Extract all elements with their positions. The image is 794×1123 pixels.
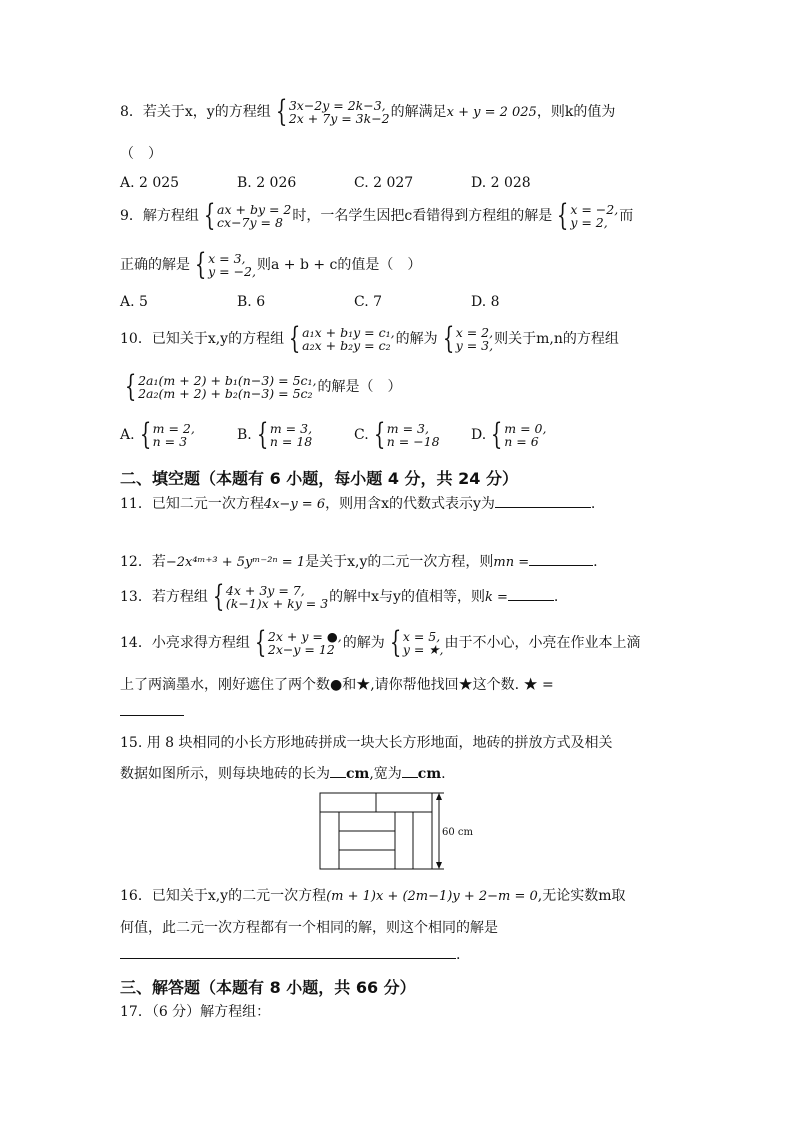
q8-lead: 8．若关于x，y的方程组 <box>120 104 271 120</box>
q15-end: . <box>441 766 446 782</box>
q11-tail: ，则用含x的代数式表示y为 <box>325 496 495 512</box>
q15-length-blank[interactable] <box>330 763 346 778</box>
q12-tail: 是关于x,y的二元一次方程，则 <box>305 554 494 570</box>
q8-tail: ，则k的值为 <box>536 104 616 120</box>
q9-right-solution: { x = 3, y = −2, <box>194 247 256 282</box>
q10-eq1: a₁x + b₁y = c₁, <box>302 325 395 340</box>
q14-answer-blank[interactable] <box>120 701 184 716</box>
q14-sol2: y = ★, <box>402 642 444 657</box>
q13-ask: k = <box>484 590 508 605</box>
q9-eq2: cx−7y = 8 <box>217 215 283 230</box>
question-17: 17．（6 分）解方程组： <box>120 1004 271 1020</box>
q11-answer-blank[interactable] <box>495 493 591 508</box>
q8-option-a: A. 2 025 <box>120 175 180 191</box>
q8-eq1: 3x−2y = 2k−3, <box>288 98 386 113</box>
q9-option-c: C. 7 <box>354 294 383 310</box>
q16-answer-blank[interactable] <box>120 944 456 959</box>
q9-right2: y = −2, <box>208 264 256 279</box>
q14-tail: 由于不小心，小亮在作业本上滴 <box>444 635 641 651</box>
q10-sol2: y = 3, <box>455 338 494 353</box>
q9-tail: 而 <box>619 208 634 224</box>
q9-wrong2: y = 2, <box>570 215 608 230</box>
question-10-line-1 <box>120 321 619 356</box>
q12-lead: 12．若 <box>120 554 166 570</box>
q10-mid: 的解为 <box>395 331 438 347</box>
question-16-line-1 <box>120 885 626 905</box>
question-10-line-2 <box>120 369 402 404</box>
question-9-line-2 <box>120 247 422 282</box>
q14-lead: 14．小亮求得方程组 <box>120 635 250 651</box>
q9-wrong1: x = −2, <box>570 202 619 217</box>
question-12 <box>120 551 598 571</box>
q9-option-a: A. 5 <box>120 294 148 310</box>
q10-sys2-eq1: 2a₁(m + 2) + b₁(n−3) = 5c₁, <box>138 373 317 388</box>
section-3-heading: 三、解答题（本题有 8 小题，共 66 分） <box>120 978 416 997</box>
dimension-arrow-up-icon <box>436 793 442 800</box>
q15-width-blank[interactable] <box>402 763 418 778</box>
q16-lead: 16．已知关于x,y的二元一次方程 <box>120 888 327 904</box>
q10-option-a: A. { m = 2, n = 3 <box>120 417 195 452</box>
q12-eq: −2x⁴ᵐ⁺³ + 5yᵐ⁻²ⁿ = 1 <box>165 555 306 570</box>
q15-line2-b: ,宽为 <box>369 766 402 782</box>
q14-system: { 2x + y = ●, 2x−y = 12 <box>254 625 342 660</box>
q16-tail: ,无论实数m取 <box>537 888 626 904</box>
q15-unit2: cm <box>417 766 442 782</box>
q10-option-c: C. { m = 3, n = −18 <box>354 417 440 452</box>
q10-option-b: B. { m = 3, n = 18 <box>237 417 313 452</box>
q16-answer-line <box>120 944 460 963</box>
q13-tail: 的解中x与y的值相等，则 <box>329 589 485 605</box>
q8-option-b: B. 2 026 <box>237 175 297 191</box>
q13-answer-blank[interactable] <box>508 586 554 601</box>
q9-eq1: ax + by = 2 <box>217 202 292 217</box>
q14-sol1: x = 5, <box>402 629 441 644</box>
q9-wrong-solution: { x = −2, y = 2, <box>557 198 619 233</box>
q13-end: . <box>553 589 559 605</box>
question-13 <box>120 579 559 614</box>
q11-eq: 4x−y = 6 <box>263 497 326 512</box>
section-2-heading: 二、填空题（本题有 6 小题，每小题 4 分，共 24 分） <box>120 469 518 488</box>
q14-answer-line <box>120 701 184 720</box>
q9-line2-lead: 正确的解是 <box>120 257 190 273</box>
q14-line-2: 上了两滴墨水，刚好遮住了两个数●和★,请你帮他找回★这个数. ★ = <box>120 677 554 693</box>
question-15-line-2 <box>120 763 446 783</box>
q10-solution: { x = 2, y = 3, <box>442 321 494 356</box>
q14-eq2: 2x−y = 12 <box>267 642 335 657</box>
q9-lead: 9．解方程组 <box>120 208 199 224</box>
tile-floor-diagram <box>318 790 478 872</box>
q15-line2-a: 数据如图所示，则每块地砖的长为 <box>120 766 330 782</box>
q10-lead: 10．已知关于x,y的方程组 <box>120 331 285 347</box>
q12-ask: mn = <box>493 555 530 570</box>
q8-paren: （ ） <box>120 146 162 162</box>
q14-mid: 的解为 <box>342 635 385 651</box>
q9-right1: x = 3, <box>208 251 246 266</box>
q10-sys2-eq2: 2a₂(m + 2) + b₂(n−3) = 5c₂ <box>138 386 313 401</box>
q8-system: { 3x−2y = 2k−3, 2x + 7y = 3k−2 <box>275 94 390 129</box>
q14-solution: { x = 5, y = ★, <box>389 625 444 660</box>
q12-answer-blank[interactable] <box>529 551 593 566</box>
q10-system-2: { 2a₁(m + 2) + b₁(n−3) = 5c₁, 2a₂(m + 2) + b₂(n−3) = 5c₂ <box>124 369 317 404</box>
question-8-line-1 <box>120 94 616 129</box>
q8-option-d: D. 2 028 <box>471 175 531 191</box>
q13-eq1: 4x + 3y = 7, <box>225 583 305 598</box>
q15-unit1: cm <box>346 766 370 782</box>
q10-sys2-tail: 的解是（ ） <box>317 379 402 395</box>
q10-tail: 则关于m,n的方程组 <box>494 331 619 347</box>
q9-line2-tail: 则a + b + c的值是（ ） <box>256 257 422 273</box>
question-11 <box>120 493 595 513</box>
q14-eq1: 2x + y = ●, <box>267 629 342 644</box>
q9-option-d: D. 8 <box>471 294 500 310</box>
q11-lead: 11．已知二元一次方程 <box>120 496 264 512</box>
q15-line-1: 15. 用 8 块相同的小长方形地砖拼成一块大长方形地面，地砖的拼放方式及相关 <box>120 735 613 751</box>
q8-option-c: C. 2 027 <box>354 175 414 191</box>
q10-system: { a₁x + b₁y = c₁, a₂x + b₂y = c₂ <box>288 321 395 356</box>
q9-mid: 时，一名学生因把c看错得到方程组的解是 <box>292 208 553 224</box>
q8-eq2: 2x + 7y = 3k−2 <box>288 111 390 126</box>
q16-end: . <box>456 947 461 963</box>
q10-sol1: x = 2, <box>455 325 494 340</box>
question-9-line-1 <box>120 198 634 233</box>
dimension-label: 60 cm <box>442 827 473 838</box>
q13-system: { 4x + 3y = 7, (k−1)x + ky = 3 <box>212 579 329 614</box>
q8-condition: x + y = 2 025 <box>446 105 537 120</box>
q10-eq2: a₂x + b₂y = c₂ <box>302 338 391 353</box>
q9-option-b: B. 6 <box>237 294 266 310</box>
q8-mid: 的解满足 <box>390 104 447 120</box>
q16-line-2: 何值，此二元一次方程都有一个相同的解，则这个相同的解是 <box>120 920 498 936</box>
q16-eq: (m + 1)x + (2m−1)y + 2−m = 0 <box>326 889 538 904</box>
q13-lead: 13．若方程组 <box>120 589 208 605</box>
q11-end: . <box>590 496 596 512</box>
dimension-arrow-down-icon <box>436 862 442 869</box>
q10-option-d: D. { m = 0, n = 6 <box>471 417 547 452</box>
q9-system: { ax + by = 2 cx−7y = 8 <box>203 198 292 233</box>
question-14-line-1 <box>120 625 641 660</box>
q13-eq2: (k−1)x + ky = 3 <box>225 596 329 611</box>
q12-end: . <box>593 554 598 570</box>
